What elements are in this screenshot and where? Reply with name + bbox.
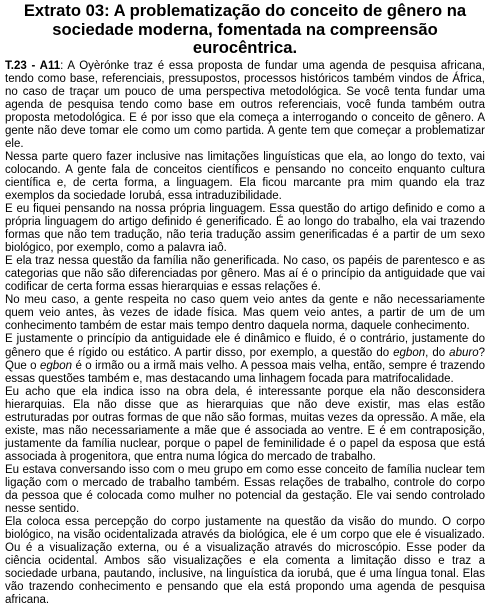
paragraph-text: , do [425, 347, 449, 359]
yoruba-term: egbon [393, 347, 425, 359]
paragraph: Ela coloca essa percepção do corpo justamente na questão da visão do mundo. O corpo biológico, na visão ocidentalizada através da biológica, ele é um corpo que ele é visualizado. Ou é a visualização externa, ou é a visualização através do microscópio. Esse poder da ciência ocidental. Ambos são visualizações e ela comenta a limitação disso e traz a sociedade urbana, pautando, inclusive, na linguística da iorubá, que é uma língua tonal. Elas vão trazendo conhecimento e pensando que ela está propondo uma agenda de pesquisa africana. [5, 516, 485, 607]
paragraph-text: E justamente o princípio da antiguidade ele é dinâmico e fluido, é o contrário, justamente do gênero que é rígido ou estático. A partir disso, por exemplo, a questão do [5, 333, 485, 358]
speaker-tag: T.23 - A11 [5, 60, 60, 72]
paragraph: No meu caso, a gente respeita no caso quem veio antes da gente e não necessariamente quem veio antes, às vezes de idade física. Mas quem veio antes, a partir de um de um conhecimento também de estar mais tempo dentro daquela norma, daquele conhecimento. [5, 294, 485, 333]
yoruba-term: aburo [449, 347, 478, 359]
paragraph-text: é o irmão ou a irmã mais velho. A pessoa mais velha, então, sempre é trazendo essas questões também e, mas destacando uma linhagem focada para matrifocalidade. [5, 360, 485, 385]
paragraph: E eu fiquei pensando na nossa própria linguagem. Essa questão do artigo definido e como a própria linguagem do artigo definido é generificado. É ao longo do trabalho, ela vai trazendo formas que não tem tradução, não teria tradução assim generificadas é a partir de um sexo biológico, por exemplo, como a palavra iaô. [5, 203, 485, 255]
paragraph-text: : A Oyèrónke traz é essa proposta de fundar uma agenda de pesquisa africana, tendo como base, referenciais, pressupostos, processos históricos também vindos de África, no caso de traçar um pouco de uma perspectiva metodológica. Se você tenta fundar uma agenda de pesquisa tendo como base em outros referenciais, você funda também outra proposta metodológica. E é por isso que ela começa a interrogando o conceito de gênero. A gente não deve tomar ele como um como partida. A gente tem que começar a problematizar ele. [5, 60, 485, 150]
extract-title [5, 2, 485, 58]
paragraph: Eu estava conversando isso com o meu grupo em como esse conceito de família nuclear tem ligação com o mercado de trabalho também. Essas relações de trabalho, controle do corpo da pessoa que é colocada como mulher no potencial da gestação. Ele vai sendo controlado nesse sentido. [5, 464, 485, 516]
transcript-body [5, 60, 485, 607]
paragraph: Nessa parte quero fazer inclusive nas limitações linguísticas que ela, ao longo do texto, vai colocando. A gente fala de conceitos científicos e pensando no conceito enquanto cultura científica e, de certa forma, a linguagem. Ela ficou marcante pra mim quando ela traz exemplos da sociedade Iorubá, essa intraduzibilidade. [5, 151, 485, 203]
paragraph-text: ? Que o [5, 347, 485, 372]
title-line-1: Extrato 03: A problematização do conceito de gênero na [5, 2, 485, 21]
paragraph [5, 333, 485, 385]
yoruba-term: egbon [40, 360, 72, 372]
paragraph: Eu acho que ela indica isso na obra dela, é interessante porque ela não desconsidera hierarquias. Ela não disse que as hierarquias que não deve existir, mas elas estão estruturadas por outras formas de que não são formas, muitas vezes da opressão. A mãe, ela existe, mas não necessariamente a mãe que é associada ao ventre. E é em contraposição, justamente da família nuclear, porque o papel de feminilidade é o papel da esposa que está associada à progenitora, que entra numa lógica do mercado de trabalho. [5, 386, 485, 464]
paragraph [5, 60, 485, 151]
title-line-2: sociedade moderna, fomentada na compreensão eurocêntrica. [5, 21, 485, 58]
paragraph: E ela traz nessa questão da família não generificada. No caso, os papéis de parentesco e as categorias que não são diferenciadas por gênero. Mas aí é o princípio da antiguidade que vai codificar de certa forma essas hierarquias e essas relações é. [5, 255, 485, 294]
